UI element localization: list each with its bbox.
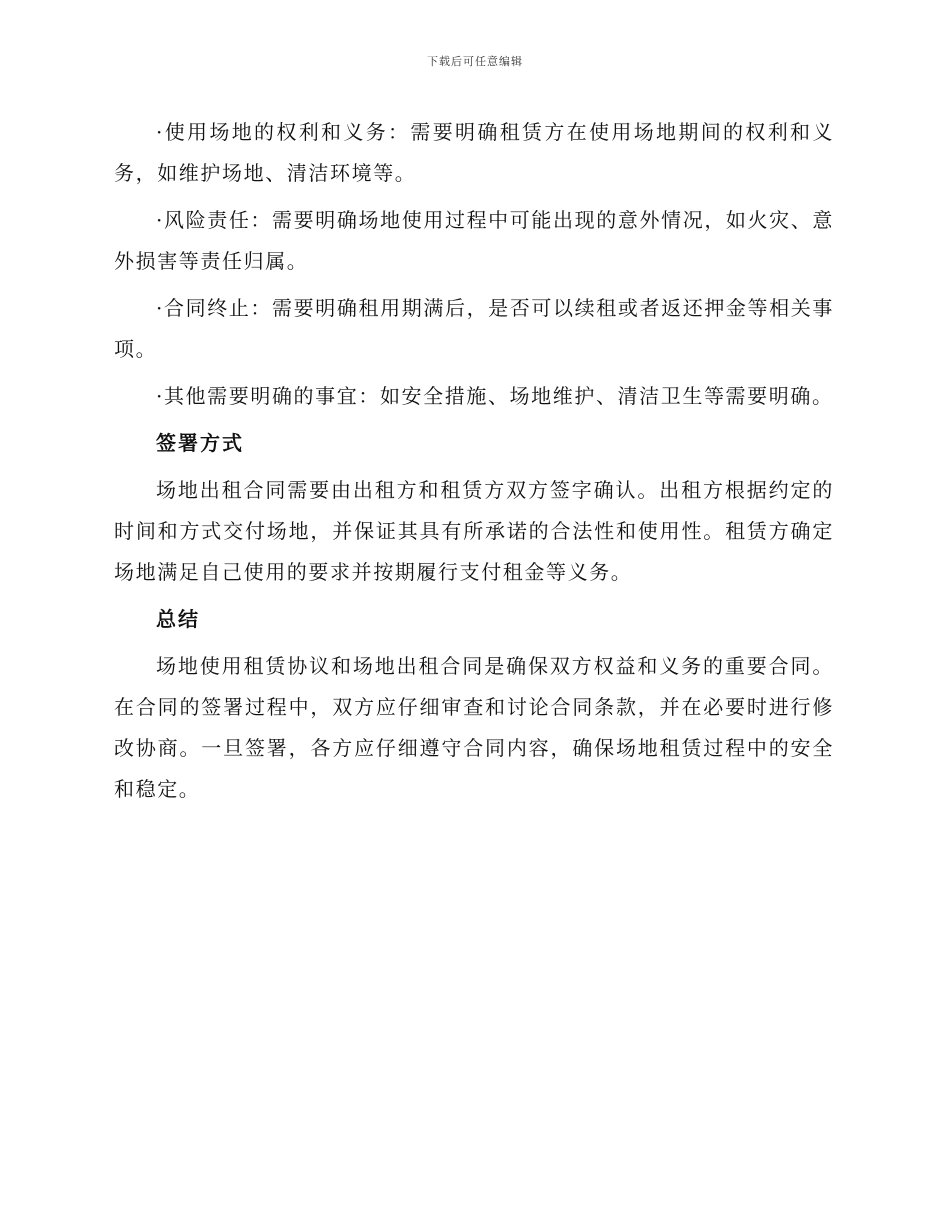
- bullet-other-matters: ·其他需要明确的事宜：如安全措施、场地维护、清洁卫生等需要明确。: [156, 384, 834, 408]
- bullet-contract-termination: ·合同终止：需要明确租用期满后，是否可以续租或者返还押金等相关事项。: [114, 296, 834, 361]
- section-heading-summary: 总结: [156, 607, 200, 631]
- section-heading-signing: 签署方式: [156, 431, 244, 455]
- page-header: 下载后可任意编辑: [427, 55, 523, 68]
- section-body-signing: 场地出租合同需要由出租方和租赁方双方签字确认。出租方根据约定的时间和方式交付场地，并保证其具有所承诺的合法性和使用性。租赁方确定场地满足自己使用的要求并按期履行支付租金等义务。: [114, 478, 834, 584]
- section-body-summary: 场地使用租赁协议和场地出租合同是确保双方权益和义务的重要合同。在合同的签署过程中，双方应仔细审查和讨论合同条款，并在必要时进行修改协商。一旦签署，各方应仔细遵守合同内容，确保场地租赁过程中的安全和稳定。: [114, 654, 834, 801]
- document-body: [114, 112, 834, 816]
- bullet-risk-liability: ·风险责任：需要明确场地使用过程中可能出现的意外情况，如火灾、意外损害等责任归属。: [114, 208, 834, 273]
- bullet-rights-obligations: ·使用场地的权利和义务：需要明确租赁方在使用场地期间的权利和义务，如维护场地、清洁环境等。: [114, 120, 834, 185]
